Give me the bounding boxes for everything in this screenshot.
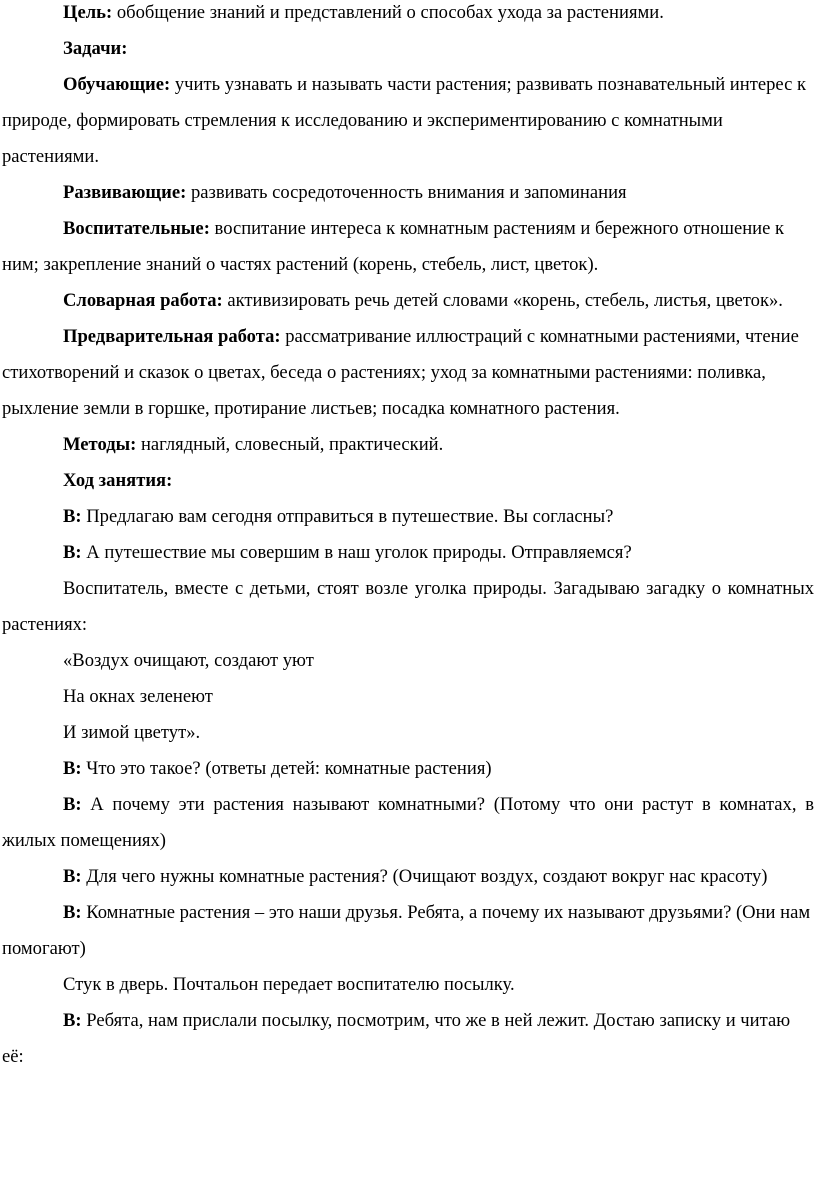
dialogue-text: Для чего нужны комнатные растения? (Очищают воздух, создают вокруг нас красоту) (81, 866, 768, 887)
methods-text: наглядный, словесный, практический. (136, 434, 444, 455)
dialogue-text: Ребята, нам прислали посылку, посмотрим, что же в ней лежит. Достаю записку и читаю её: (2, 1010, 791, 1067)
dialogue-text: А путешествие мы совершим в наш уголок природы. Отправляемся? (81, 542, 632, 563)
teaching-text: учить узнавать и называть части растения; развивать познавательный интерес к природе, формировать стремления к исследованию и экспериментированию с комнатными растениями. (2, 74, 807, 167)
developing-label: Развивающие: (63, 182, 187, 203)
preliminary-label: Предварительная работа: (63, 326, 281, 347)
narration-paragraph (2, 571, 814, 643)
lesson-heading (2, 463, 814, 499)
dialogue-text: Предлагаю вам сегодня отправиться в путешествие. Вы согласны? (81, 506, 614, 527)
riddle-text: И зимой цветут». (63, 722, 201, 743)
dialogue-text: Что это такое? (ответы детей: комнатные растения) (81, 758, 492, 779)
dialogue-line (2, 751, 814, 787)
riddle-line (2, 679, 814, 715)
dialogue-line (2, 1003, 814, 1075)
dialogue-text: А почему эти растения называют комнатными? (Потому что они растут в комнатах, в жилых помещениях) (2, 794, 814, 851)
document-body (2, 0, 814, 1075)
speaker-label: В: (63, 866, 82, 887)
riddle-line (2, 715, 814, 751)
riddle-text: «Воздух очищают, создают уют (63, 650, 314, 671)
dialogue-line (2, 535, 814, 571)
dialogue-line (2, 499, 814, 535)
speaker-label: В: (63, 506, 82, 527)
tasks-heading (2, 31, 814, 67)
vocabulary-label: Словарная работа: (63, 290, 223, 311)
preliminary-paragraph (2, 319, 814, 427)
speaker-label: В: (63, 758, 82, 779)
educational-paragraph (2, 211, 814, 283)
narration-text: Воспитатель, вместе с детьми, стоят возле уголка природы. Загадываю загадку о комнатных растениях: (2, 578, 814, 635)
dialogue-line (2, 895, 814, 967)
speaker-label: В: (63, 1010, 82, 1031)
methods-label: Методы: (63, 434, 137, 455)
speaker-label: В: (63, 902, 82, 923)
narration-paragraph (2, 967, 814, 1003)
dialogue-text: Комнатные растения – это наши друзья. Ребята, а почему их называют друзьями? (Они нам помогают) (2, 902, 811, 959)
educational-text: воспитание интереса к комнатным растениям и бережного отношение к ним; закрепление знаний о частях растений (корень, стебель, лист, цветок). (2, 218, 785, 275)
riddle-line (2, 643, 814, 679)
teaching-paragraph (2, 67, 814, 175)
goal-label: Цель: (63, 2, 113, 23)
dialogue-line (2, 859, 814, 895)
preliminary-text: рассматривание иллюстраций с комнатными растениями, чтение стихотворений и сказок о цветах, беседа о растениях; уход за комнатными растениями: поливка, рыхление земли в горшке, протирание листьев; посадка комнатного растения. (2, 326, 799, 419)
educational-label: Воспитательные: (63, 218, 210, 239)
lesson-heading-label: Ход занятия: (63, 470, 173, 491)
dialogue-line (2, 787, 814, 859)
speaker-label: В: (63, 542, 82, 563)
vocabulary-text: активизировать речь детей словами «корень, стебель, листья, цветок». (222, 290, 783, 311)
narration-text: Стук в дверь. Почтальон передает воспитателю посылку. (63, 974, 515, 995)
developing-text: развивать сосредоточенность внимания и запоминания (186, 182, 627, 203)
tasks-label: Задачи: (63, 38, 128, 59)
goal-paragraph (2, 0, 814, 31)
developing-paragraph (2, 175, 814, 211)
riddle-text: На окнах зеленеют (63, 686, 213, 707)
goal-text: обобщение знаний и представлений о способах ухода за растениями. (112, 2, 664, 23)
speaker-label: В: (63, 794, 82, 815)
methods-paragraph (2, 427, 814, 463)
vocabulary-paragraph (2, 283, 814, 319)
teaching-label: Обучающие: (63, 74, 171, 95)
